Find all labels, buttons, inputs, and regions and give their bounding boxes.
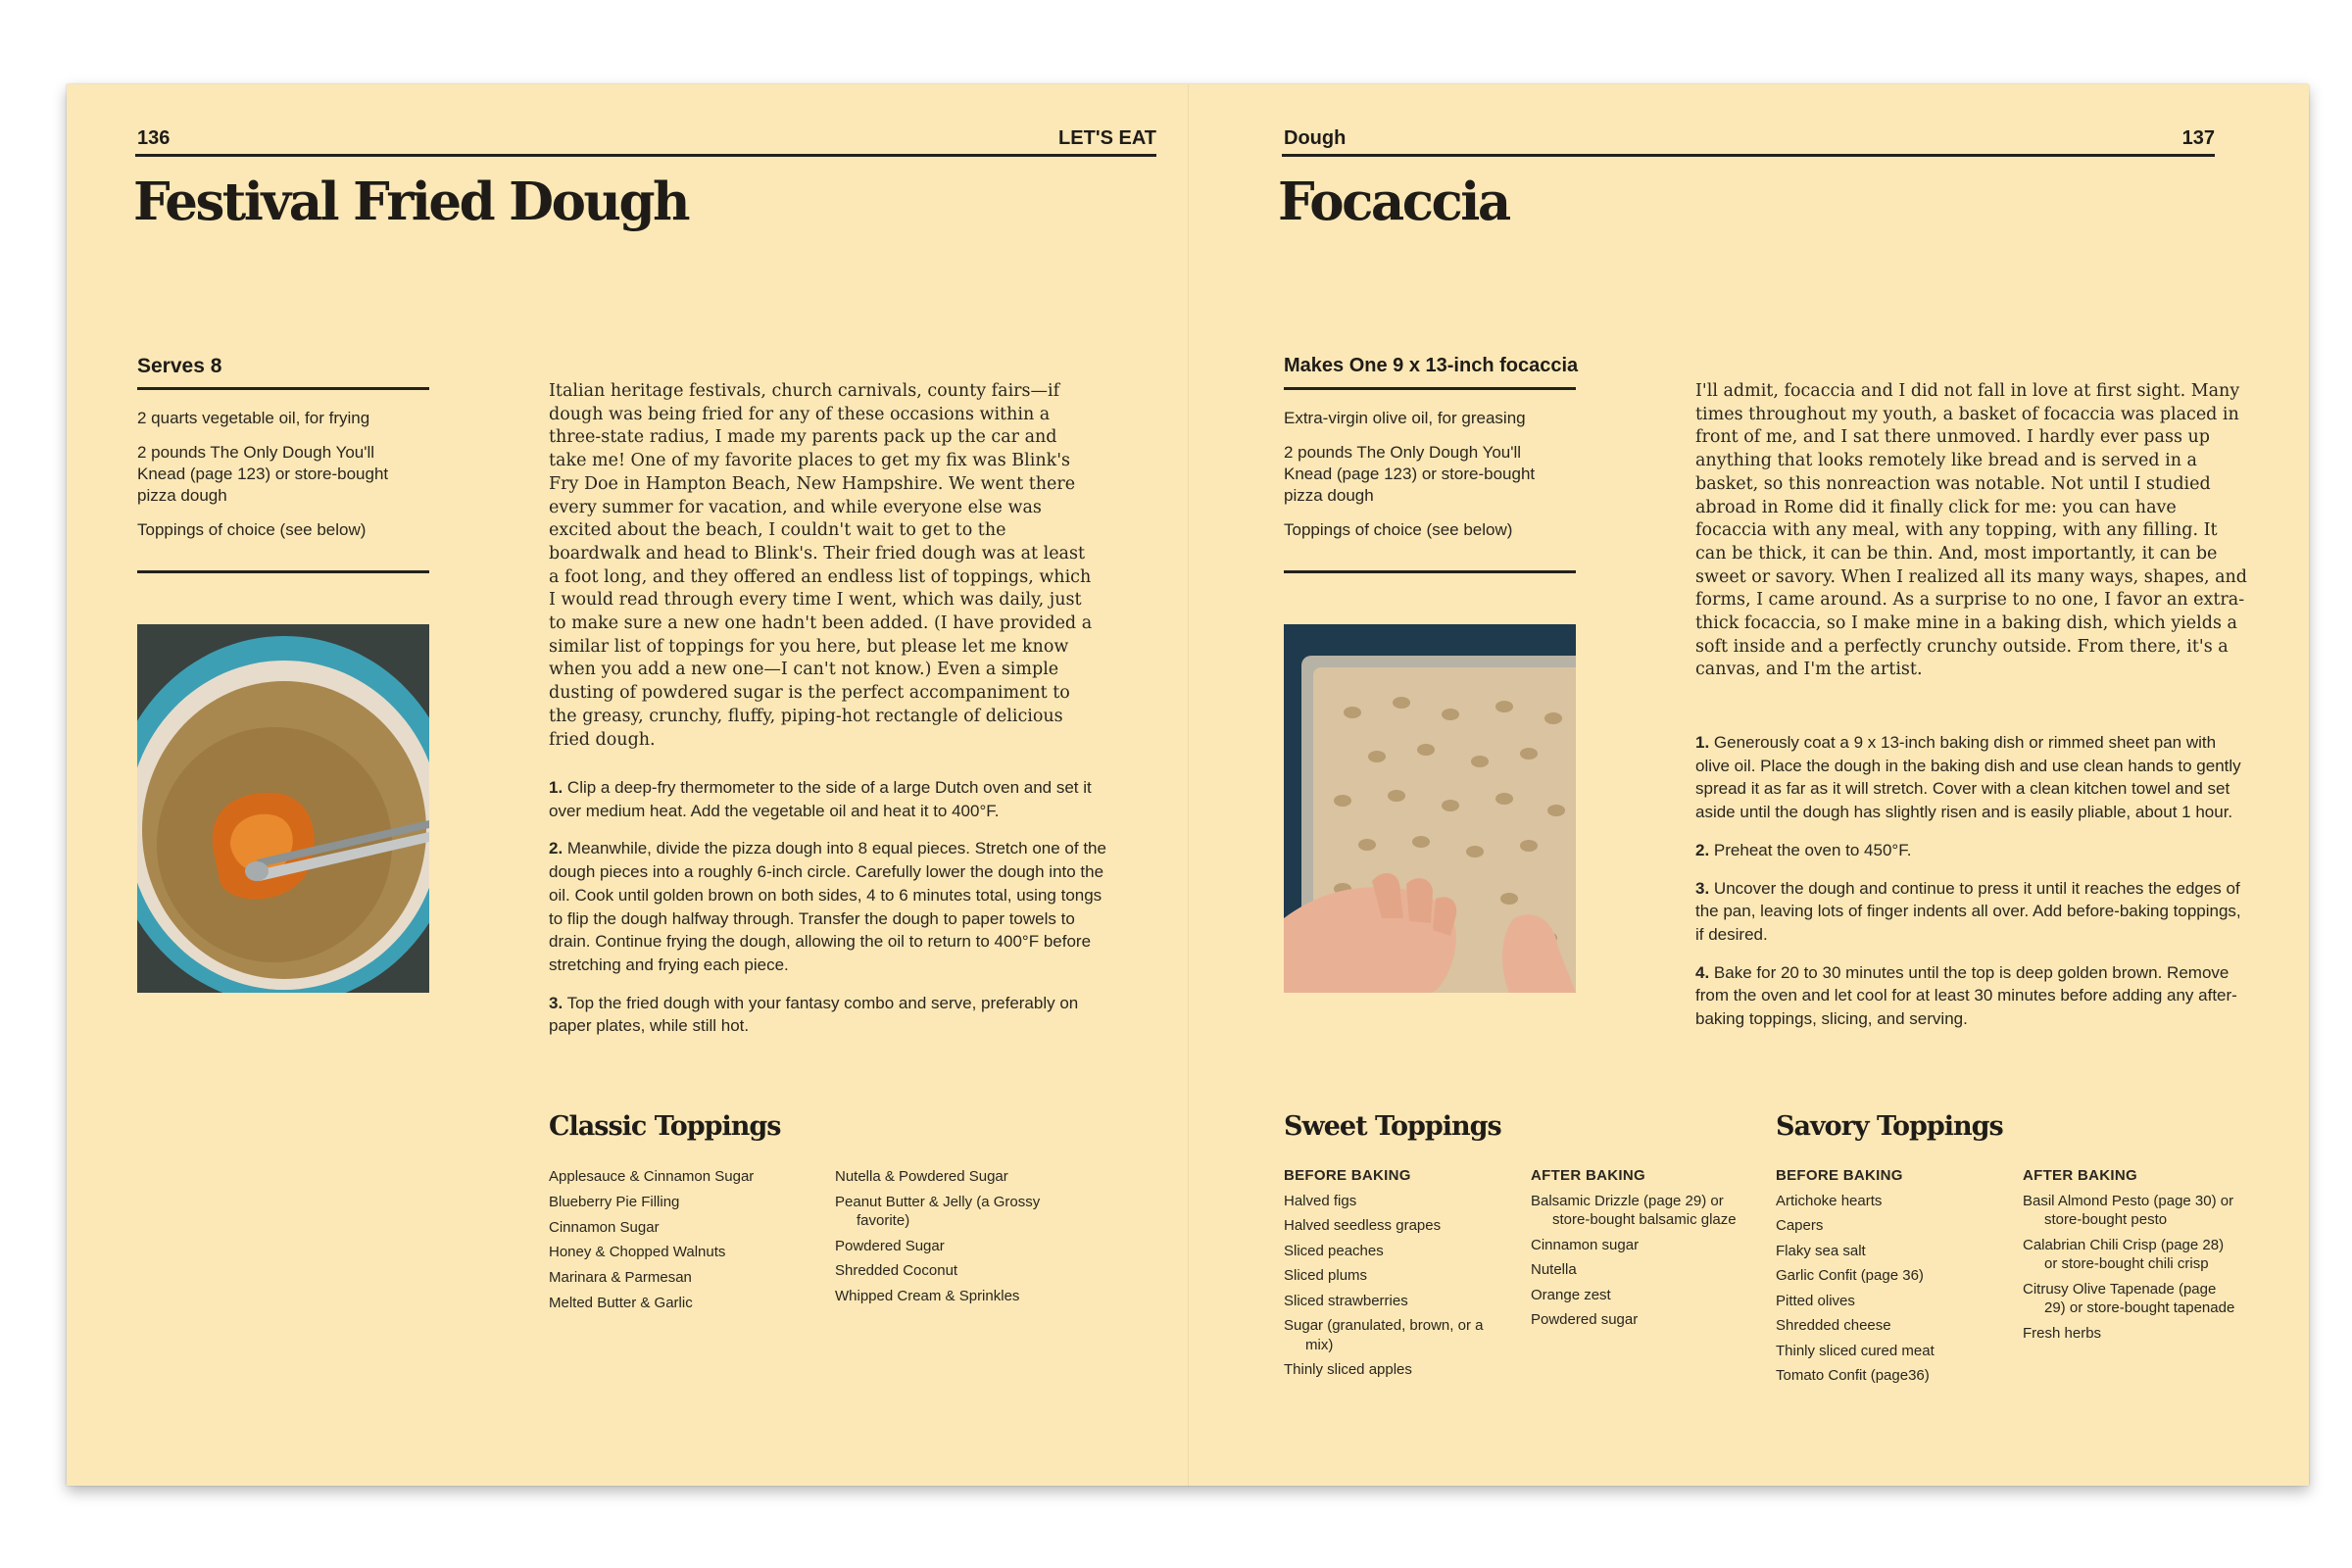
step-text: Preheat the oven to 450°F.: [1713, 840, 1912, 859]
list-item: Whipped Cream & Sprinkles: [835, 1287, 1020, 1304]
page-number-right: 137: [2181, 127, 2215, 149]
recipe-title-right: Focaccia: [1278, 172, 1509, 232]
step: [1695, 961, 2249, 1031]
header-rule-right: [1282, 154, 2215, 157]
list-item: Thinly sliced apples: [1284, 1361, 1412, 1378]
ingredient-item: Toppings of choice (see below): [1284, 520, 1513, 539]
ingredients-rule-top-left: [137, 387, 429, 390]
book-spread: [67, 84, 2309, 1486]
step: [549, 992, 1112, 1038]
list-item: Halved seedless grapes: [1284, 1217, 1442, 1234]
list-item: Citrusy Olive Tapenade (page 29) or store-bought tapenade: [2023, 1280, 2235, 1316]
list-item: Cinnamon sugar: [1531, 1236, 1640, 1253]
ingredients-rule-top-right: [1284, 387, 1576, 390]
page-number-left: 136: [137, 127, 171, 149]
running-head-right: Dough: [1284, 127, 1347, 149]
ingredient-item: Extra-virgin olive oil, for greasing: [1284, 409, 1526, 427]
savory-after-label: AFTER BAKING: [2023, 1167, 2137, 1184]
list-item: Powdered sugar: [1531, 1311, 1639, 1328]
list-item: Nutella & Powdered Sugar: [835, 1168, 1008, 1185]
savory-toppings-title: Savory Toppings: [1776, 1111, 2003, 1142]
list-item: Artichoke hearts: [1776, 1192, 1883, 1209]
ingredients-rule-bottom-left: [137, 570, 429, 573]
classic-toppings-title: Classic Toppings: [549, 1111, 781, 1142]
method-right: [1695, 731, 2249, 1046]
intro-paragraph-left: Italian heritage festivals, church carnivals, county fairs—if dough was being fried for any of these occasions within a three-state radius, I made my parents pack up the car and take me! One of my favorite places to get my fix was Blink's Fry Doe in Hampton Beach, New Hampshire. We went there every summer for vacation, and while everyone else was excited about the beach, I couldn't wait to get to the boardwalk and head to Blink's. Their fried dough was at least a foot long, and they offered an endless list of toppings, which I would read through every time I went, which was daily, just to make sure a new one hadn't been added. (I have provided a similar list of toppings for you here, but please let me know when you add a new one—I can't not know.) Even a simple dusting of powdered sugar is the perfect accompaniment to the greasy, crunchy, fluffy, piping-hot rectangle of delicious fried dough.: [549, 381, 1093, 750]
step-text: Top the fried dough with your fantasy combo and serve, preferably on paper plates, while still hot.: [549, 993, 1079, 1036]
savory-before-label: BEFORE BAKING: [1776, 1167, 1903, 1184]
step-number: 3.: [1695, 878, 1710, 898]
list-item: Tomato Confit (page36): [1776, 1367, 1930, 1384]
step-text: Generously coat a 9 x 13-inch baking dish or rimmed sheet pan with olive oil. Place the dough in the baking dish and use clean hands to gently spread it as far as it will stretch. Cover with a clean kitchen towel and set aside until the dough has slightly risen and is easily pliable, about 1 hour.: [1695, 733, 2241, 822]
list-item: Fresh herbs: [2023, 1324, 2102, 1342]
classic-toppings-col1: [549, 1167, 823, 1319]
running-head-left: LET'S EAT: [1058, 127, 1156, 149]
fried-dough-photo: [137, 624, 429, 993]
step-text: Uncover the dough and continue to press it until it reaches the edges of the pan, leaving lots of finger indents all over. Add before-baking toppings, if desired.: [1695, 878, 2241, 944]
header-rule-left: [135, 154, 1156, 157]
ingredient-item: 2 quarts vegetable oil, for frying: [137, 409, 370, 427]
list-item: Sliced strawberries: [1284, 1292, 1408, 1309]
sweet-toppings-title: Sweet Toppings: [1284, 1111, 1501, 1142]
savory-before-list: [1776, 1166, 1993, 1392]
list-item: Melted Butter & Garlic: [549, 1294, 693, 1311]
list-item: Orange zest: [1531, 1286, 1611, 1303]
sweet-after-label: AFTER BAKING: [1531, 1167, 1645, 1184]
step-number: 3.: [549, 993, 564, 1012]
step: [549, 776, 1112, 822]
step: [1695, 731, 2249, 824]
list-item: Shredded cheese: [1776, 1317, 1891, 1334]
method-left: [549, 776, 1112, 1053]
ingredient-item: 2 pounds The Only Dough You'll Knead (page 123) or store-bought pizza dough: [137, 443, 389, 505]
gutter: [1188, 84, 1189, 1486]
step: [1695, 839, 2249, 862]
sweet-before-label: BEFORE BAKING: [1284, 1167, 1411, 1184]
ingredients-rule-bottom-right: [1284, 570, 1576, 573]
yield-left: Serves 8: [137, 355, 222, 377]
list-item: Marinara & Parmesan: [549, 1269, 692, 1287]
list-item: Capers: [1776, 1217, 1824, 1234]
list-item: Blueberry Pie Filling: [549, 1193, 680, 1210]
ingredients-right: [1284, 408, 1568, 554]
step-text: Meanwhile, divide the pizza dough into 8 equal pieces. Stretch one of the dough pieces into a roughly 6-inch circle. Carefully lower the dough into the oil. Cook until golden brown on both sides, 4 to 6 minutes total, using tongs to flip the dough halfway through. Transfer the dough to paper towels to drain. Continue frying the dough, allowing the oil to return to 400°F before stretching and frying each piece.: [549, 839, 1106, 974]
list-item: Pitted olives: [1776, 1292, 1855, 1309]
list-item: Sliced peaches: [1284, 1242, 1384, 1259]
list-item: Garlic Confit (page 36): [1776, 1267, 1924, 1284]
step-number: 4.: [1695, 962, 1710, 982]
recipe-title-left: Festival Fried Dough: [133, 172, 689, 232]
list-item: Honey & Chopped Walnuts: [549, 1244, 726, 1261]
sweet-before-list: [1284, 1166, 1501, 1386]
list-item: Flaky sea salt: [1776, 1242, 1866, 1259]
list-item: Halved figs: [1284, 1192, 1357, 1209]
fried-dough-illustration: [137, 624, 429, 993]
list-item: Basil Almond Pesto (page 30) or store-bought pesto: [2023, 1192, 2234, 1228]
step-number: 2.: [549, 839, 564, 858]
list-item: Cinnamon Sugar: [549, 1218, 660, 1236]
focaccia-illustration: [1284, 624, 1576, 993]
yield-right: Makes One 9 x 13-inch focaccia: [1284, 355, 1579, 376]
list-item: Peanut Butter & Jelly (a Grossy favorite): [835, 1193, 1041, 1229]
list-item: Shredded Coconut: [835, 1262, 958, 1279]
step: [1695, 877, 2249, 947]
list-item: Calabrian Chili Crisp (page 28) or store-bought chili crisp: [2023, 1236, 2225, 1272]
list-item: Nutella: [1531, 1261, 1577, 1278]
step: [549, 837, 1112, 976]
ingredient-item: 2 pounds The Only Dough You'll Knead (page 123) or store-bought pizza dough: [1284, 443, 1536, 505]
list-item: Sugar (granulated, brown, or a mix): [1284, 1317, 1484, 1353]
step-number: 1.: [549, 778, 564, 797]
list-item: Applesauce & Cinnamon Sugar: [549, 1168, 755, 1185]
list-item: Powdered Sugar: [835, 1237, 945, 1254]
step-text: Bake for 20 to 30 minutes until the top is deep golden brown. Remove from the oven and let cool for at least 30 minutes before adding any after-baking toppings, slicing, and serving.: [1695, 962, 2237, 1029]
list-item: Balsamic Drizzle (page 29) or store-bought balsamic glaze: [1531, 1192, 1737, 1228]
step-number: 2.: [1695, 840, 1710, 859]
list-item: Sliced plums: [1284, 1267, 1368, 1284]
sweet-after-list: [1531, 1166, 1748, 1336]
list-item: Thinly sliced cured meat: [1776, 1342, 1935, 1359]
step-text: Clip a deep-fry thermometer to the side of a large Dutch oven and set it over medium heat. Add the vegetable oil and heat it to 400°F.: [549, 778, 1092, 820]
classic-toppings-col2: [835, 1167, 1075, 1311]
ingredient-item: Toppings of choice (see below): [137, 520, 367, 539]
ingredients-left: [137, 408, 421, 554]
focaccia-photo: [1284, 624, 1576, 993]
step-number: 1.: [1695, 733, 1710, 752]
savory-after-list: [2023, 1166, 2240, 1348]
intro-paragraph-right: I'll admit, focaccia and I did not fall in love at first sight. Many times throughout my youth, a basket of focaccia was placed in front of me, and I sat there unmoved. I hardly ever pass up anything that looks remotely like bread and is served in a basket, so this nonreaction was notable. Not until I studied abroad in Rome did it finally click for me: you can have focaccia with any meal, with any topping, with any filling. It can be thick, it can be thin. And, most importantly, it can be sweet or savory. When I realized all its many ways, shapes, and forms, I came around. As a surprise to no one, I favor an extra-thick focaccia, so I make mine in a baking dish, which yields a soft inside and a perfectly crunchy outside. From there, it's a canvas, and I'm the artist.: [1695, 381, 2248, 680]
